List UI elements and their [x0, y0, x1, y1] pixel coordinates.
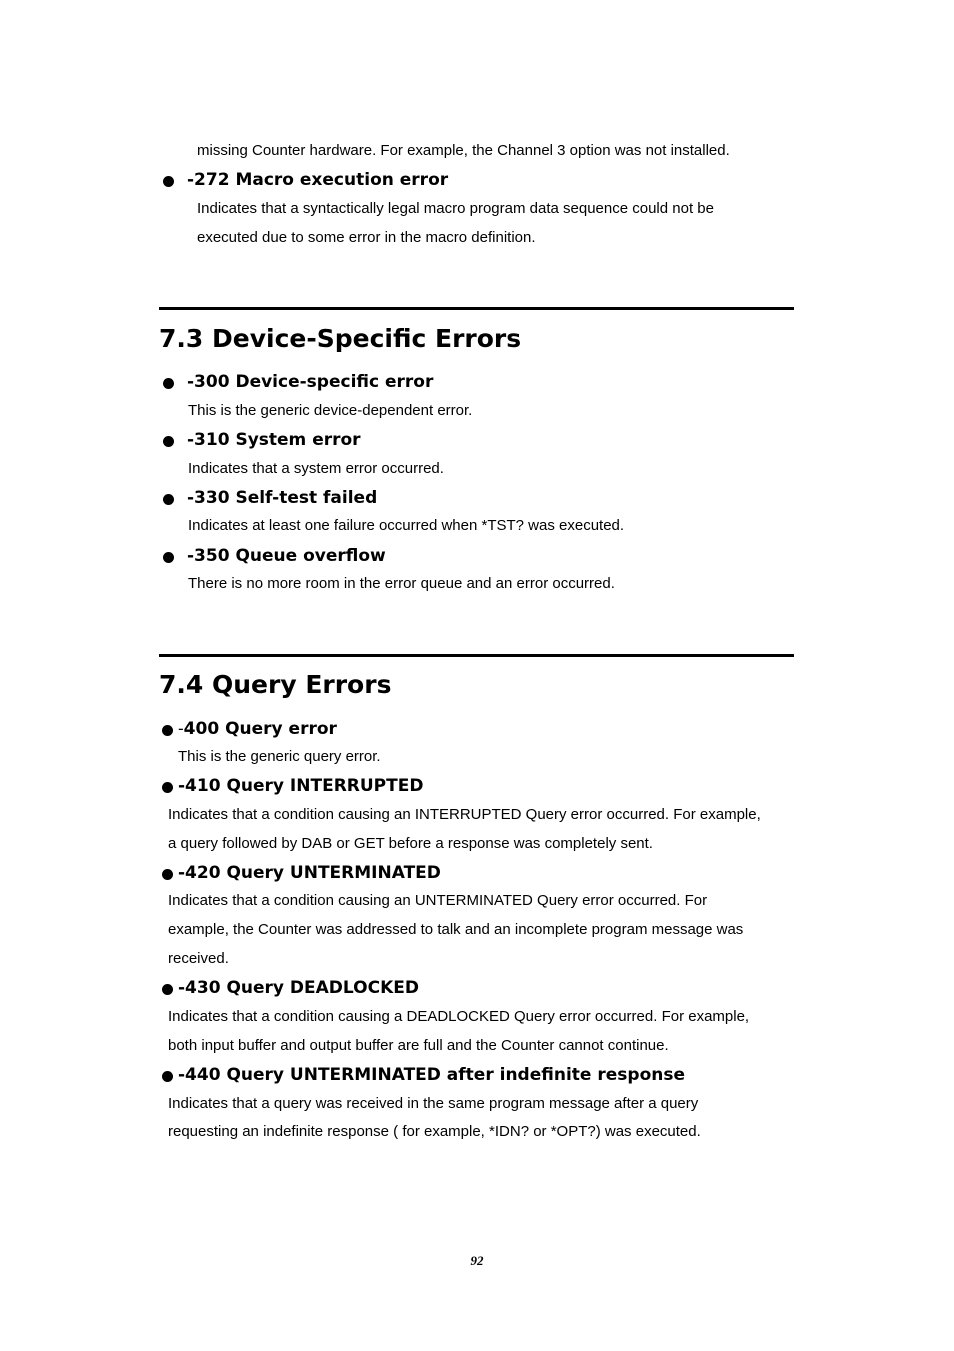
bullet-icon — [162, 1069, 173, 1080]
error-400-label: 400 Query error — [183, 719, 337, 739]
bullet-icon — [163, 550, 174, 561]
section-7-4-title: 7.4 Query Errors — [159, 670, 392, 699]
bullet-icon — [163, 376, 174, 387]
error-272-line1: Indicates that a syntactically legal macro program data sequence could not be — [197, 200, 714, 217]
error-410-title: -410 Query INTERRUPTED — [178, 776, 424, 796]
error-440-line1: Indicates that a query was received in the same program message after a query — [168, 1095, 699, 1112]
bullet-icon — [163, 174, 174, 185]
error-272-line2: executed due to some error in the macro definition. — [197, 229, 536, 246]
error-350-title: -350 Queue overflow — [187, 546, 386, 566]
section-divider — [159, 654, 794, 657]
error-400-prefix: - — [178, 719, 184, 738]
error-330-title: -330 Self-test failed — [187, 488, 378, 508]
error-272-title: -272 Macro execution error — [187, 170, 449, 190]
bullet-icon — [162, 780, 173, 791]
error-430-line1: Indicates that a condition causing a DEADLOCKED Query error occurred. For example, — [168, 1008, 750, 1025]
page-number: 92 — [470, 1253, 484, 1268]
error-440-line2: requesting an indefinite response ( for example, *IDN? or *OPT?) was executed. — [168, 1123, 701, 1140]
bullet-icon — [162, 867, 173, 878]
section-divider — [159, 307, 794, 310]
error-330-desc: Indicates at least one failure occurred when *TST? was executed. — [188, 517, 625, 534]
error-310-desc: Indicates that a system error occurred. — [188, 460, 444, 477]
error-400-line1: This is the generic query error. — [178, 748, 381, 765]
error-400-title — [178, 718, 337, 740]
error-310-title: -310 System error — [187, 430, 361, 450]
bullet-icon — [163, 434, 174, 445]
error-300-title: -300 Device-specific error — [187, 372, 434, 392]
bullet-icon — [163, 492, 174, 503]
error-430-line2: both input buffer and output buffer are full and the Counter cannot continue. — [168, 1037, 669, 1054]
error-410-line2: a query followed by DAB or GET before a response was completely sent. — [168, 835, 653, 852]
section-7-3-title: 7.3 Device-Specific Errors — [159, 324, 522, 353]
error-410-line1: Indicates that a condition causing an INTERRUPTED Query error occurred. For example, — [168, 806, 761, 823]
error-430-title: -430 Query DEADLOCKED — [178, 978, 419, 998]
continuation-text: missing Counter hardware. For example, the Channel 3 option was not installed. — [197, 142, 730, 159]
error-420-title: -420 Query UNTERMINATED — [178, 863, 441, 883]
error-420-line3: received. — [168, 950, 229, 967]
error-350-desc: There is no more room in the error queue and an error occurred. — [188, 575, 615, 592]
error-420-line1: Indicates that a condition causing an UNTERMINATED Query error occurred. For — [168, 892, 708, 909]
error-420-line2: example, the Counter was addressed to talk and an incomplete program message was — [168, 921, 744, 938]
error-300-desc: This is the generic device-dependent error. — [188, 402, 473, 419]
bullet-icon — [162, 723, 173, 734]
bullet-icon — [162, 982, 173, 993]
error-440-title: -440 Query UNTERMINATED after indefinite response — [178, 1065, 685, 1085]
